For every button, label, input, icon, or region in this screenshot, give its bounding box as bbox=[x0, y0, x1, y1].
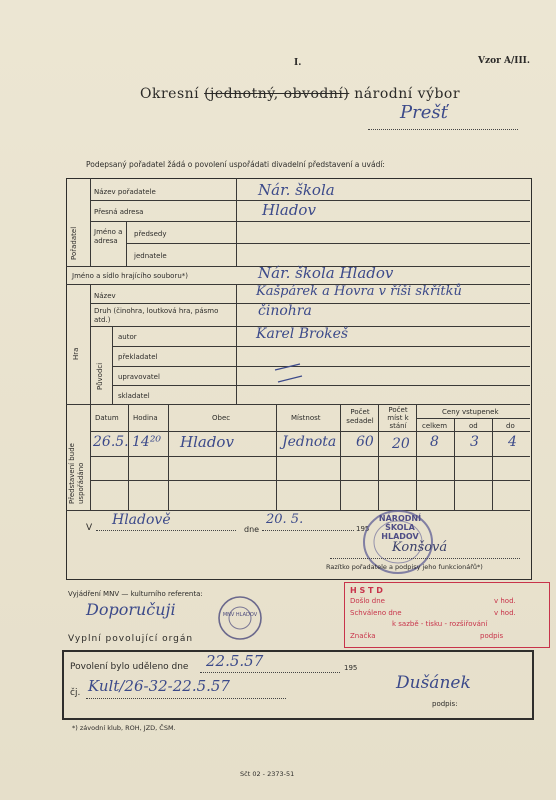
hstd-doslo-end: v hod. bbox=[494, 597, 516, 605]
povoleni-date: 22.5.57 bbox=[206, 652, 264, 670]
school-stamp-text: NÁRODNÍ ŠKOLA HLADOV bbox=[378, 514, 422, 541]
title-strike: (jednotný, obvodní) bbox=[204, 86, 350, 102]
nazev-hry-label: Název bbox=[94, 292, 116, 300]
col-hodina: Hodina bbox=[133, 414, 158, 422]
povoleni-signature: Dušánek bbox=[396, 673, 471, 693]
v-label: V bbox=[86, 523, 93, 533]
jmeno-adresa-label: Jméno a adresa bbox=[94, 228, 123, 245]
row-od: 3 bbox=[470, 434, 479, 450]
autor-value: Karel Brokeš bbox=[256, 326, 349, 342]
empty-field-dash-marks bbox=[270, 356, 310, 386]
adresa-value: Hladov bbox=[262, 201, 316, 219]
ceny-label: Ceny vstupenek bbox=[442, 408, 499, 416]
title-last: národní výbor bbox=[354, 86, 461, 102]
povoleni-label: Povolení bylo uděleno dne bbox=[70, 662, 189, 672]
druh-label: Druh (činohra, loutková hra, pásmo atd.) bbox=[94, 307, 219, 324]
mnv-stamp-text: MNV HLADOV bbox=[222, 612, 258, 618]
cj-label: čj. bbox=[70, 688, 81, 698]
cj-value: Kult/26-32-22.5.57 bbox=[88, 677, 230, 695]
puvodci-side-label: Původci bbox=[96, 362, 104, 390]
razitko-label: Razítko pořadatele a podpisy jeho funkcionářů*) bbox=[326, 563, 483, 571]
hstd-znacka: Značka bbox=[350, 632, 376, 640]
nazev-poradatele-label: Název pořadatele bbox=[94, 188, 156, 196]
title-first: Okresní bbox=[140, 86, 200, 102]
povoleni-year: 195 bbox=[344, 664, 358, 672]
row-mistnost: Jednota bbox=[282, 434, 337, 450]
predsedy-label: předsedy bbox=[134, 230, 167, 238]
row-do: 4 bbox=[508, 434, 517, 450]
poradatel-side-label: Pořadatel bbox=[70, 226, 78, 260]
adresa-label: Přesná adresa bbox=[94, 208, 144, 216]
hstd-podpis: podpis bbox=[480, 632, 504, 640]
col-datum: Datum bbox=[95, 414, 119, 422]
footnote: *) závodní klub, ROH, JZD, ČSM. bbox=[72, 724, 176, 732]
skladatel-label: skladatel bbox=[118, 392, 150, 400]
row-hodina: 14²⁰ bbox=[132, 434, 162, 450]
dne-value: 20. 5. bbox=[266, 512, 304, 527]
mnv-label: Vyjádření MNV — kulturního referenta: bbox=[68, 590, 203, 598]
col-pocet-mist: Počet míst k stání bbox=[387, 406, 409, 430]
form-number: I. bbox=[294, 58, 302, 68]
hstd-title: H S T D bbox=[350, 586, 383, 595]
nazev-poradatele-value: Nár. škola bbox=[258, 181, 335, 199]
row-celkem: 8 bbox=[430, 434, 439, 450]
col-do: do bbox=[506, 422, 515, 430]
col-mistnost: Místnost bbox=[291, 414, 321, 422]
row-obec: Hladov bbox=[180, 433, 234, 451]
col-od: od bbox=[469, 422, 478, 430]
mnv-value: Doporučuji bbox=[86, 600, 176, 619]
hstd-doslo: Došlo dne bbox=[350, 597, 385, 605]
hstd-sazbe: k sazbě - tisku - rozšiřování bbox=[392, 620, 488, 628]
row-mist: 20 bbox=[392, 436, 410, 452]
upravovatel-label: upravovatel bbox=[118, 373, 160, 381]
form-code: Vzor A/III. bbox=[478, 56, 531, 66]
predstaveni-side-label: Představení bude uspořádáno bbox=[68, 443, 85, 504]
soubor-label: Jméno a sídlo hrajícího souboru*) bbox=[72, 272, 189, 280]
druh-value: činohra bbox=[258, 303, 312, 319]
autor-label: autor bbox=[118, 333, 137, 341]
v-value: Hladově bbox=[112, 512, 171, 528]
jednatele-label: jednatele bbox=[134, 252, 167, 260]
vyplni-label: Vyplní povolující orgán bbox=[68, 634, 194, 644]
row-datum: 26.5. bbox=[93, 434, 129, 450]
district-handwritten: Prešť bbox=[400, 102, 448, 123]
row-sedadel: 60 bbox=[356, 434, 374, 450]
form-title bbox=[140, 86, 460, 102]
soubor-value: Nár. škola Hladov bbox=[258, 264, 394, 282]
col-obec: Obec bbox=[212, 414, 231, 422]
district-line bbox=[368, 128, 518, 130]
prekladatel-label: překladatel bbox=[118, 353, 158, 361]
hra-side-label: Hra bbox=[72, 347, 80, 360]
print-code: Sčt 02 - 2373-51 bbox=[240, 770, 295, 778]
col-celkem: celkem bbox=[422, 422, 448, 430]
col-pocet-sedadel: Počet sedadel bbox=[346, 408, 374, 425]
nazev-hry-value: Kašpárek a Hovra v říši skřítků bbox=[256, 284, 462, 299]
hstd-schvaleno: Schváleno dne bbox=[350, 609, 402, 617]
dne-label: dne bbox=[244, 525, 260, 534]
mnv-round-stamp bbox=[216, 594, 264, 642]
signature-handwritten: Konšová bbox=[392, 540, 448, 555]
year-label: 195 bbox=[356, 525, 370, 533]
podpis-label: podpis: bbox=[432, 700, 458, 708]
intro-text: Podepsaný pořadatel žádá o povolení uspořádati divadelní představení a uvádí: bbox=[86, 160, 385, 169]
hstd-schvaleno-end: v hod. bbox=[494, 609, 516, 617]
